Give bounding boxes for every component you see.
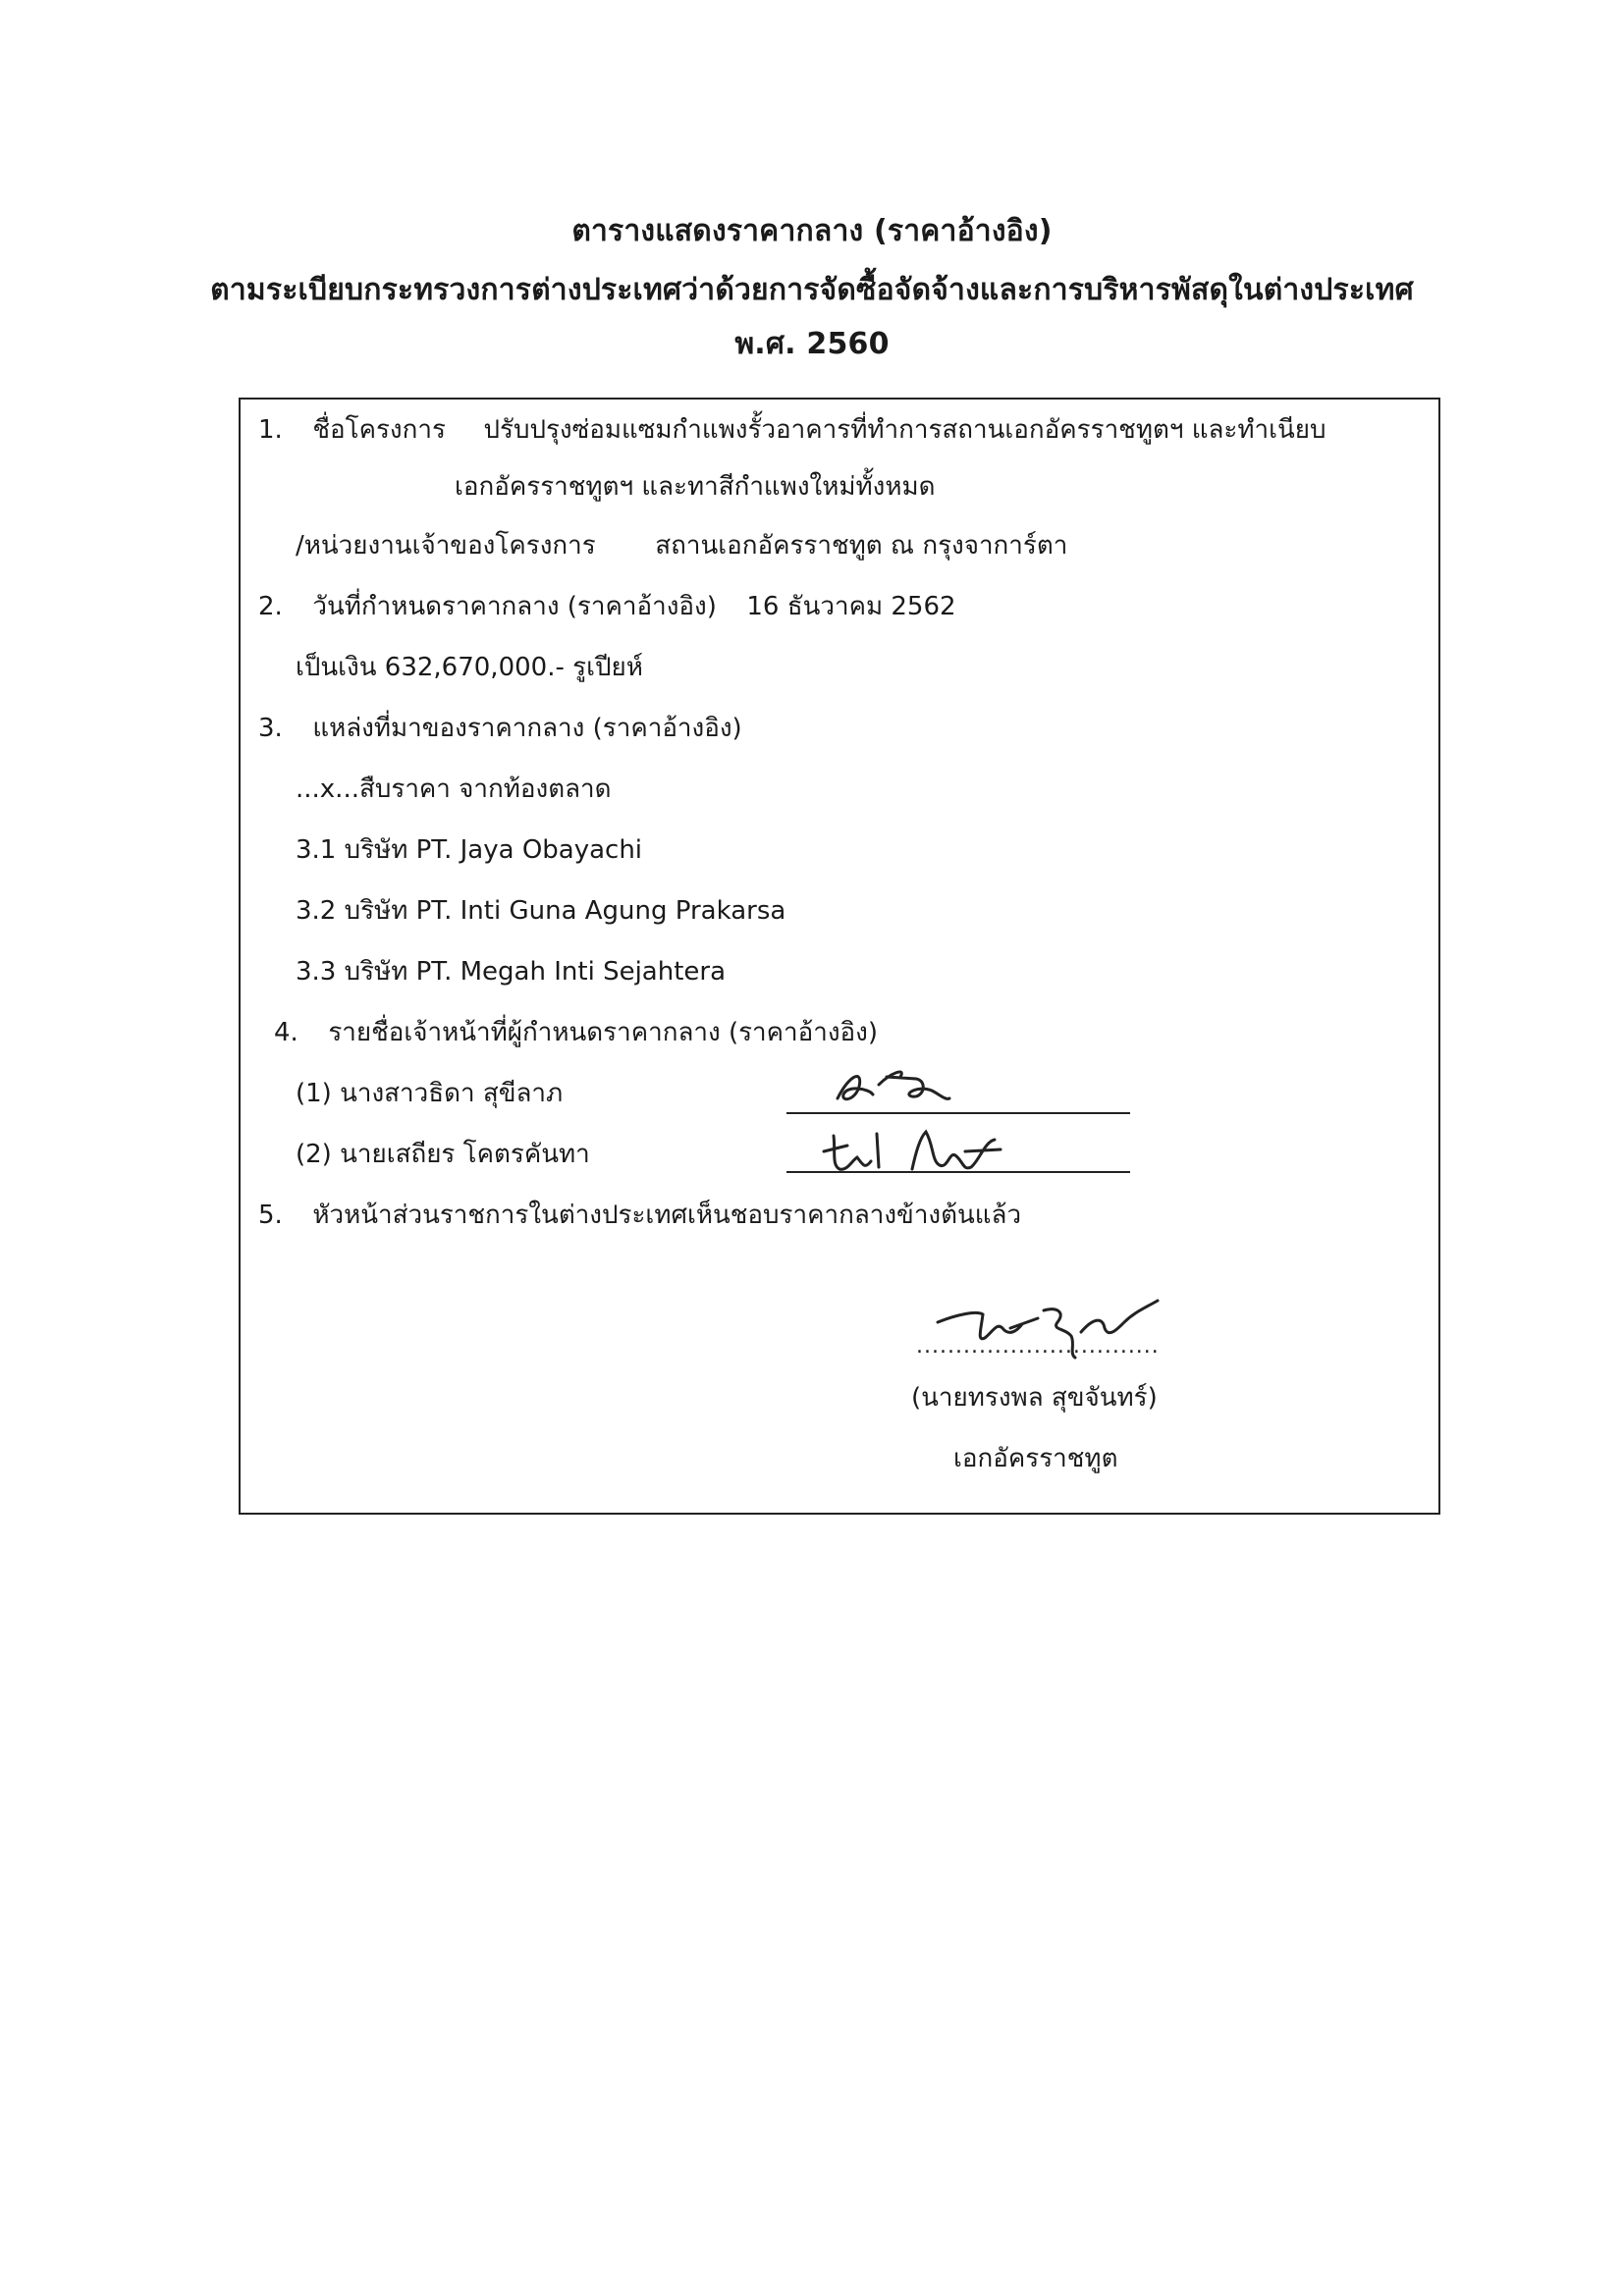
- item-2-label: วันที่กำหนดราคากลาง (ราคาอ้างอิง): [312, 592, 717, 621]
- officer-2: (2) นายเสถียร โคตรคันทา: [296, 1140, 590, 1169]
- item-2-row: [258, 590, 956, 623]
- reference-date: 16 ธันวาคม 2562: [746, 592, 956, 621]
- reference-amount: เป็นเงิน 632,670,000.- รูเปียห์: [296, 653, 643, 682]
- price-table-box: [239, 398, 1440, 1515]
- project-name-line-2: เอกอัครราชทูตฯ และทาสีกำแพงใหม่ทั้งหมด: [455, 472, 936, 502]
- source-item: 3.3 บริษัท PT. Megah Inti Sejahtera: [296, 957, 727, 987]
- item-2-number: 2.: [258, 592, 283, 621]
- project-name-line-1: ปรับปรุงซ่อมแซมกำแพงรั้วอาคารที่ทำการสถานเอกอัครราชทูตฯ และทำเนียบ: [483, 415, 1326, 445]
- source-item: 3.2 บริษัท PT. Inti Guna Agung Prakarsa: [296, 896, 786, 926]
- officer-1: (1) นางสาวธิดา สุขีลาภ: [296, 1079, 564, 1108]
- item-3-row: [258, 712, 742, 745]
- ambassador-name: (นายทรงพล สุขจันทร์): [911, 1383, 1158, 1413]
- item-5-row: [258, 1199, 1021, 1232]
- item-1-label: ชื่อโครงการ: [312, 415, 446, 445]
- document-title: ตารางแสดงราคากลาง (ราคาอ้างอิง): [571, 214, 1053, 248]
- document-subtitle: ตามระเบียบกระทรวงการต่างประเทศว่าด้วยการจัดซื้อจัดจ้างและการบริหารพัสดุในต่างประเทศ: [210, 273, 1414, 307]
- item-3-label: แหล่งที่มาของราคากลาง (ราคาอ้างอิง): [312, 714, 742, 743]
- item-3-number: 3.: [258, 714, 283, 743]
- item-5-number: 5.: [258, 1201, 283, 1230]
- owner-label: /หน่วยงานเจ้าของโครงการ: [296, 531, 596, 561]
- item-1-row: [258, 413, 1326, 447]
- source-item: 3.1 บริษัท PT. Jaya Obayachi: [296, 835, 643, 865]
- item-4-label: รายชื่อเจ้าหน้าที่ผู้กำหนดราคากลาง (ราคาอ้างอิง): [328, 1018, 879, 1047]
- item-4-row: [274, 1016, 878, 1049]
- item-1-number: 1.: [258, 415, 283, 445]
- price-method: ...x...สืบราคา จากท้องตลาด: [296, 774, 612, 804]
- officer-2-signature: [818, 1122, 1014, 1181]
- item-5-label: หัวหน้าส่วนราชการในต่างประเทศเห็นชอบราคากลางข้างต้นแล้ว: [312, 1201, 1022, 1230]
- ambassador-title: เอกอัครราชทูต: [953, 1444, 1118, 1473]
- owner-row: [296, 529, 1067, 562]
- item-4-number: 4.: [274, 1018, 298, 1047]
- owner-value: สถานเอกอัครราชทูต ณ กรุงจาการ์ตา: [655, 531, 1068, 561]
- document-year: พ.ศ. 2560: [734, 327, 890, 361]
- signature-dots: ...............................: [916, 1334, 1160, 1359]
- officer-1-signature: [830, 1055, 967, 1114]
